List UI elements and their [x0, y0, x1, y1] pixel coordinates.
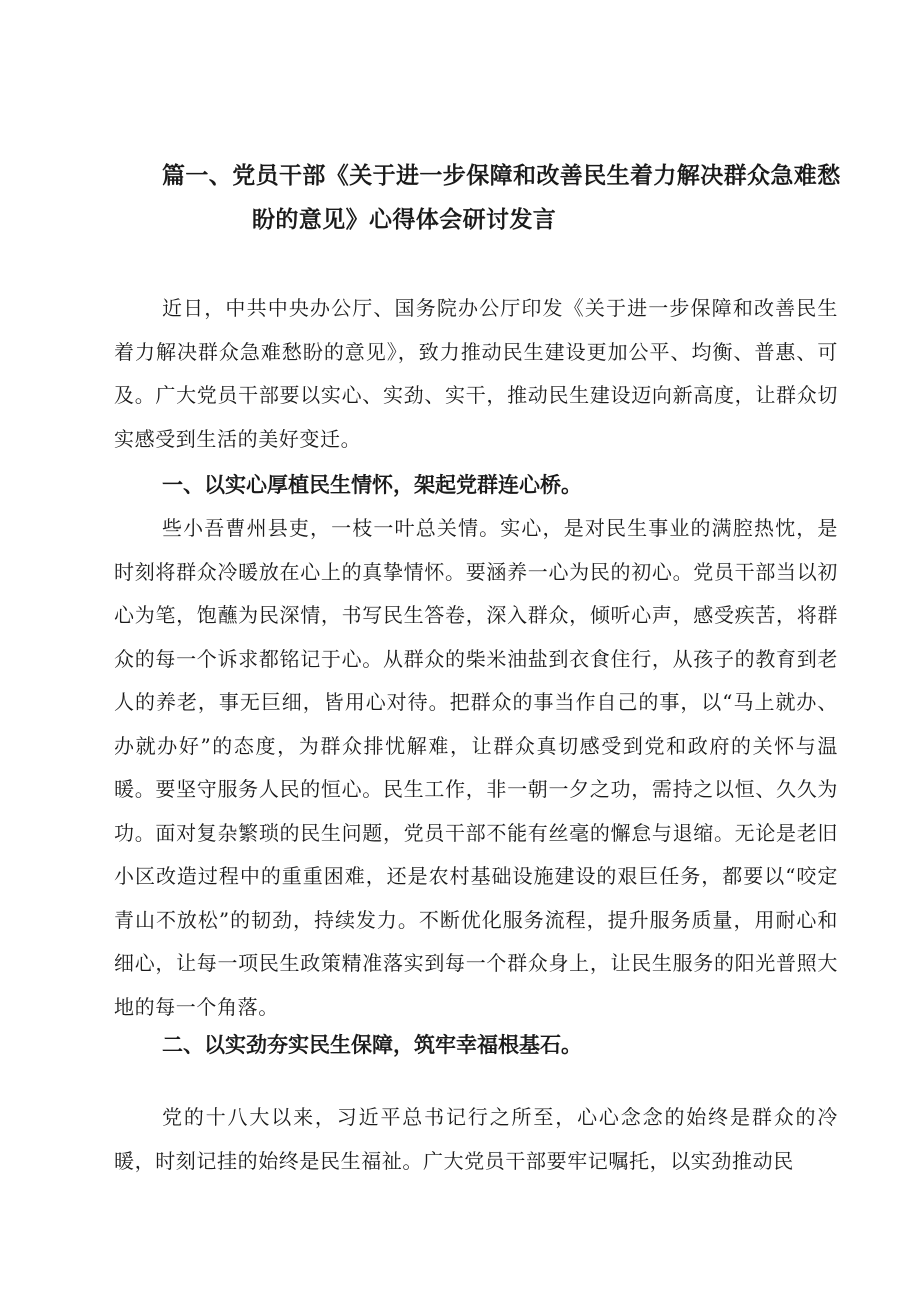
paragraph-section-1: 些小吾曹州县吏，一枝一叶总关情。实心，是对民生事业的满腔热忱，是时刻将群众冷暖放在心上的真挚情怀。要涵养一心为民的初心。党员干部当以初心为笔，饱蘸为民深情，书写民生答卷，深入群众，倾听心声，感受疾苦，将群众的每一个诉求都铭记于心。从群众的柴米油盐到衣食住行，从孩子的教育到老人的养老，事无巨细，皆用心对待。把群众的事当作自己的事，以“马上就办、办就办好”的态度，为群众排忧解难，让群众真切感受到党和政府的关怀与温暖。要坚守服务人民的恒心。民生工作，非一朝一夕之功，需持之以恒、久久为功。面对复杂繁琐的民生问题，党员干部不能有丝毫的懈怠与退缩。无论是老旧小区改造过程中的重重困难，还是农村基础设施建设的艰巨任务，都要以“咬定青山不放松”的韧劲，持续发力。不断优化服务流程，提升服务质量，用耐心和细心，让每一项民生政策精准落实到每一个群众身上，让民生服务的阳光普照大地的每一个角落。 — [114, 516, 838, 1019]
title-line-2: 盼的意见》心得体会研讨发言 — [252, 207, 557, 233]
section-heading-2: 二、以实劲夯实民生保障，筑牢幸福根基石。 — [162, 1033, 582, 1057]
section-heading-1: 一、以实心厚植民生情怀，架起党群连心桥。 — [162, 473, 582, 497]
document-title — [162, 154, 852, 242]
paragraph-intro: 近日，中共中央办公厅、国务院办公厅印发《关于进一步保障和改善民生着力解决群众急难愁盼的意见》，致力推动民生建设更加公平、均衡、普惠、可及。广大党员干部要以实心、实劲、实干，推动民生建设迈向新高度，让群众切实感受到生活的美好变迁。 — [114, 296, 838, 451]
paragraph-section-2: 党的十八大以来，习近平总书记行之所至，心心念念的始终是群众的冷暖，时刻记挂的始终是民生福祉。广大党员干部要牢记嘱托，以实劲推动民 — [114, 1105, 838, 1173]
title-line-1: 篇一、党员干部《关于进一步保障和改善民生着力解决群众急难愁 — [162, 163, 841, 189]
